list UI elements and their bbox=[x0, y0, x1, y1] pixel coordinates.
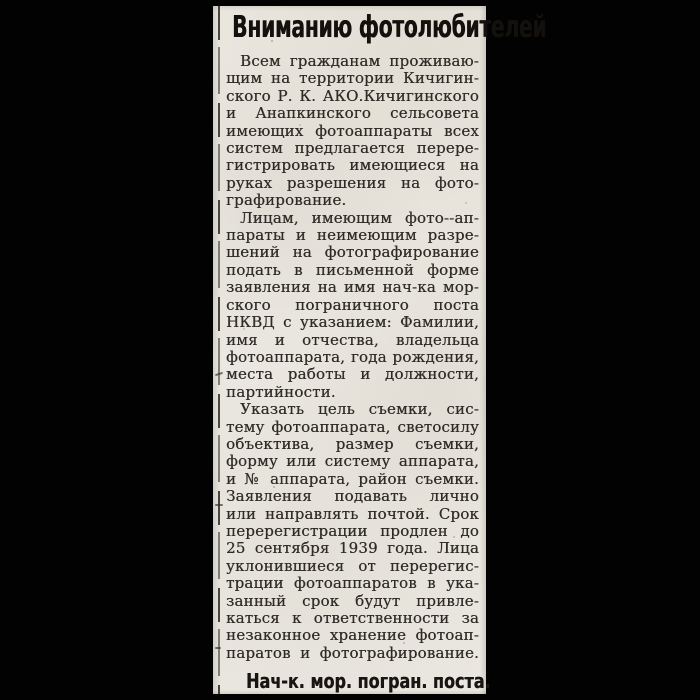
scan-artifact-tick bbox=[215, 647, 221, 649]
article-line: гистрировать имеющиеся на bbox=[226, 157, 479, 175]
article-line: форму или систему аппарата, bbox=[226, 453, 479, 471]
article-line: систем предлагается перере- bbox=[226, 140, 479, 158]
article-line: занный срок будут привле- bbox=[226, 592, 479, 610]
article-line: имеющих фотоаппараты всех bbox=[226, 122, 479, 140]
article-line: и № аппарата, район съемки. bbox=[226, 470, 479, 488]
article-line: Заявления подавать лично bbox=[226, 488, 479, 506]
article-line: Всем гражданам проживаю- bbox=[240, 53, 479, 70]
article-line: паратов и фотографирование. bbox=[226, 644, 479, 662]
article-line: трации фотоаппаратов в ука- bbox=[226, 575, 479, 593]
newspaper-clipping bbox=[213, 6, 547, 694]
article-line: руках разрешения на фото- bbox=[226, 174, 479, 192]
article-line: ского пограничного поста bbox=[226, 296, 479, 314]
article-line: ского Р. К. АКО.Кичигинского bbox=[226, 87, 479, 105]
article-body bbox=[226, 53, 479, 662]
article-line: параты и неимеющим разре- bbox=[226, 227, 479, 245]
article-signoff: Нач-к. мор. погран. поста. bbox=[246, 669, 491, 693]
article-line: или направлять почтой. Срок bbox=[226, 505, 479, 523]
article-line: подать в письменной форме bbox=[226, 261, 479, 279]
article-line: объектива, размер съемки, bbox=[226, 435, 479, 453]
article-line: НКВД с указанием: Фамилии, bbox=[226, 314, 479, 332]
article-line: каться к ответственности за bbox=[226, 610, 479, 627]
article-line: незаконное хранение фотоап- bbox=[226, 627, 479, 645]
article-line: перерегистрации продлен до bbox=[226, 522, 479, 540]
article-line: 25 сентября 1939 года. Лица bbox=[226, 540, 479, 558]
article-line: уклонившиеся от перерегис- bbox=[226, 557, 479, 575]
article-line: щим на территории Кичигин- bbox=[226, 70, 479, 88]
article-line: фотоаппарата, года рождения, bbox=[226, 348, 479, 366]
article-line: Лицам, имеющим фото--ап- bbox=[240, 209, 479, 227]
column-rule bbox=[218, 6, 220, 694]
article-line: тему фотоаппарата, светосилу bbox=[226, 418, 479, 436]
article-line: шений на фотографирование bbox=[226, 244, 479, 262]
article-line: места работы и должности, bbox=[226, 366, 479, 384]
article-line: Указать цель съемки, сис- bbox=[240, 401, 479, 419]
article-line: графирование. bbox=[226, 191, 347, 210]
article-line: имя и отчества, владельца bbox=[226, 331, 479, 349]
article-headline: Вниманию фотолюбителей bbox=[232, 10, 547, 45]
scan-artifact-tick bbox=[215, 504, 223, 506]
scan-noise bbox=[213, 6, 215, 8]
article-line: партийности. bbox=[226, 382, 336, 401]
article-line: и Анапкинского сельсовета bbox=[226, 105, 479, 123]
article-line: заявления на имя нач-ка мор- bbox=[226, 279, 479, 297]
